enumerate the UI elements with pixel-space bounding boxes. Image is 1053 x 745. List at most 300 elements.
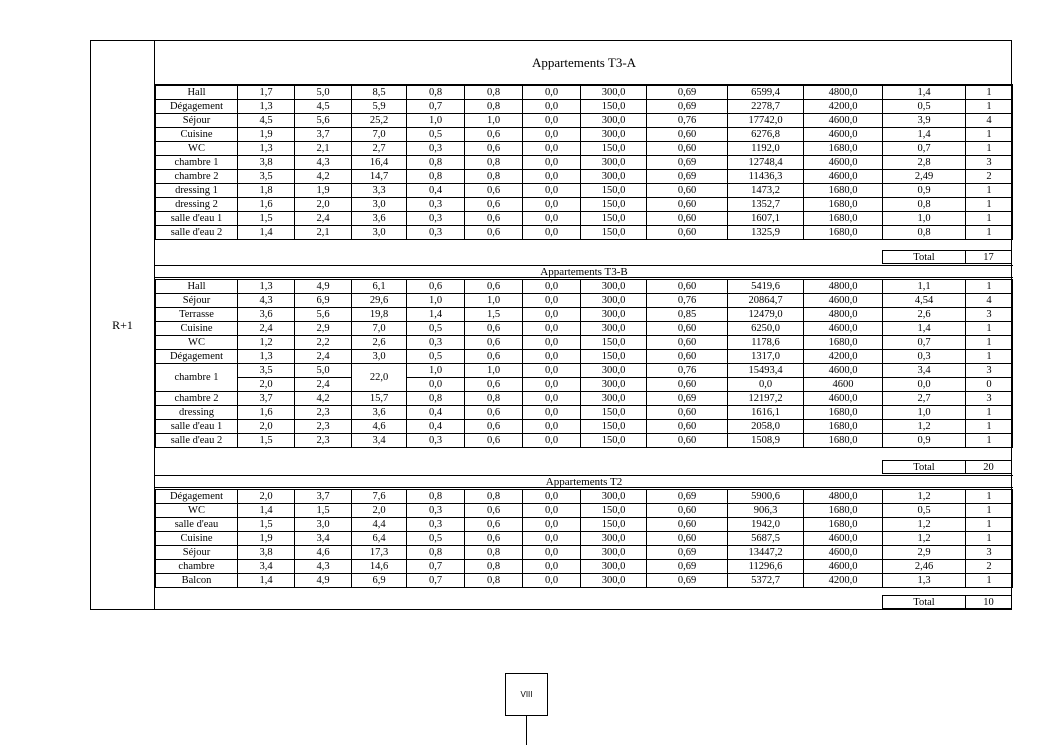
value-cell: 7,6 (352, 490, 407, 504)
value-cell: 150,0 (581, 350, 647, 364)
value-cell: 0,5 (883, 504, 966, 518)
value-cell: 0,0 (523, 212, 581, 226)
value-cell: 1,3 (238, 280, 295, 294)
value-cell: 0,0 (523, 322, 581, 336)
value-cell: 0,0 (523, 490, 581, 504)
value-cell: 4,9 (295, 280, 352, 294)
value-cell: 0,69 (647, 560, 728, 574)
value-cell: 5,6 (295, 308, 352, 322)
room-name-cell: Hall (156, 280, 238, 294)
value-cell: 4600,0 (804, 170, 883, 184)
value-cell: 0,76 (647, 364, 728, 378)
value-cell: 0,0 (523, 378, 581, 392)
value-cell: 5,0 (295, 364, 352, 378)
value-cell: 1 (966, 198, 1013, 212)
room-name-cell: salle d'eau 2 (156, 434, 238, 448)
value-cell: 0 (966, 378, 1013, 392)
value-cell: 3 (966, 392, 1013, 406)
value-cell: 0,0 (523, 86, 581, 100)
value-cell: 0,0 (523, 504, 581, 518)
value-cell: 2,7 (352, 142, 407, 156)
value-cell: 0,5 (407, 322, 465, 336)
value-cell: 0,60 (647, 226, 728, 240)
value-cell: 0,69 (647, 574, 728, 588)
value-cell: 0,0 (523, 294, 581, 308)
total-row (882, 460, 1012, 474)
total-row (882, 250, 1012, 264)
value-cell: 0,60 (647, 504, 728, 518)
value-cell: 0,0 (407, 378, 465, 392)
room-name-cell: salle d'eau 2 (156, 226, 238, 240)
value-cell: 1,2 (883, 490, 966, 504)
table-row (156, 420, 1013, 434)
value-cell: 2,4 (295, 212, 352, 226)
table-row (156, 212, 1013, 226)
value-cell: 300,0 (581, 574, 647, 588)
value-cell: 2,9 (883, 546, 966, 560)
total-value: 20 (965, 460, 1012, 474)
value-cell: 0,8 (407, 170, 465, 184)
value-cell: 906,3 (728, 504, 804, 518)
value-cell: 0,0 (523, 532, 581, 546)
value-cell: 0,0 (523, 308, 581, 322)
value-cell: 1 (966, 322, 1013, 336)
value-cell: 0,8 (883, 226, 966, 240)
value-cell: 4200,0 (804, 100, 883, 114)
value-cell: 0,8 (465, 546, 523, 560)
value-cell: 2,0 (238, 490, 295, 504)
value-cell: 17742,0 (728, 114, 804, 128)
value-cell: 0,60 (647, 518, 728, 532)
value-cell: 1,4 (238, 226, 295, 240)
value-cell: 3,5 (238, 170, 295, 184)
value-cell: 1680,0 (804, 226, 883, 240)
table-row (156, 364, 1013, 378)
value-cell: 0,6 (465, 532, 523, 546)
value-cell: 14,7 (352, 170, 407, 184)
table-row (156, 184, 1013, 198)
value-cell: 1680,0 (804, 142, 883, 156)
value-cell: 0,0 (728, 378, 804, 392)
value-cell: 0,69 (647, 100, 728, 114)
value-cell: 0,6 (465, 504, 523, 518)
value-cell: 7,0 (352, 128, 407, 142)
value-cell: 1 (966, 350, 1013, 364)
value-cell: 3,8 (238, 546, 295, 560)
value-cell: 4,4 (352, 518, 407, 532)
value-cell: 19,8 (352, 308, 407, 322)
value-cell: 3,7 (295, 128, 352, 142)
value-cell: 0,6 (465, 420, 523, 434)
value-cell: 0,3 (407, 142, 465, 156)
value-cell: 6250,0 (728, 322, 804, 336)
value-cell: 11436,3 (728, 170, 804, 184)
value-cell: 0,9 (883, 184, 966, 198)
value-cell: 0,7 (407, 574, 465, 588)
table-row (156, 392, 1013, 406)
value-cell: 4600,0 (804, 364, 883, 378)
value-cell: 300,0 (581, 294, 647, 308)
value-cell: 0,8 (465, 170, 523, 184)
value-cell: 4600,0 (804, 114, 883, 128)
table-row (156, 322, 1013, 336)
value-cell: 2 (966, 560, 1013, 574)
value-cell: 5900,6 (728, 490, 804, 504)
value-cell: 2,4 (295, 378, 352, 392)
value-cell: 1,5 (295, 504, 352, 518)
value-cell: 4,6 (352, 420, 407, 434)
value-cell: 0,8 (465, 86, 523, 100)
value-cell: 4800,0 (804, 490, 883, 504)
value-cell: 4600,0 (804, 294, 883, 308)
value-cell: 0,76 (647, 114, 728, 128)
value-cell: 0,0 (523, 142, 581, 156)
room-name-cell: Cuisine (156, 322, 238, 336)
value-cell: 150,0 (581, 406, 647, 420)
value-cell: 4 (966, 294, 1013, 308)
value-cell: 0,6 (465, 280, 523, 294)
value-cell: 0,60 (647, 198, 728, 212)
value-cell: 1,8 (238, 184, 295, 198)
value-cell: 1,9 (238, 532, 295, 546)
value-cell: 0,0 (523, 336, 581, 350)
value-cell: 1680,0 (804, 336, 883, 350)
value-cell: 300,0 (581, 560, 647, 574)
total-row (882, 595, 1012, 609)
value-cell: 3,6 (352, 406, 407, 420)
value-cell: 1,5 (238, 212, 295, 226)
table-row (156, 114, 1013, 128)
value-cell: 1680,0 (804, 504, 883, 518)
value-cell: 0,8 (465, 156, 523, 170)
room-name-cell: Balcon (156, 574, 238, 588)
value-cell: 0,6 (465, 212, 523, 226)
value-cell: 0,7 (883, 336, 966, 350)
value-cell: 0,8 (465, 574, 523, 588)
value-cell: 1,3 (238, 350, 295, 364)
value-cell: 1,3 (883, 574, 966, 588)
room-name-cell: WC (156, 142, 238, 156)
value-cell: 0,5 (407, 350, 465, 364)
value-cell: 4200,0 (804, 350, 883, 364)
value-cell: 0,6 (465, 128, 523, 142)
room-name-cell: dressing 1 (156, 184, 238, 198)
value-cell: 3,3 (352, 184, 407, 198)
room-name-cell: salle d'eau (156, 518, 238, 532)
value-cell: 0,6 (465, 184, 523, 198)
value-cell: 6276,8 (728, 128, 804, 142)
value-cell: 0,60 (647, 128, 728, 142)
value-cell: 4,5 (295, 100, 352, 114)
value-cell: 1,4 (883, 86, 966, 100)
value-cell: 300,0 (581, 392, 647, 406)
value-cell: 6,9 (352, 574, 407, 588)
value-cell: 2,0 (295, 198, 352, 212)
value-cell: 0,69 (647, 86, 728, 100)
value-cell: 6,1 (352, 280, 407, 294)
value-cell: 0,0 (523, 114, 581, 128)
value-cell: 0,60 (647, 406, 728, 420)
value-cell: 1,2 (238, 336, 295, 350)
table-row (156, 336, 1013, 350)
value-cell: 3,4 (238, 560, 295, 574)
value-cell: 2,46 (883, 560, 966, 574)
value-cell: 5687,5 (728, 532, 804, 546)
value-cell: 0,7 (407, 100, 465, 114)
table-row (156, 128, 1013, 142)
value-cell: 0,60 (647, 532, 728, 546)
value-cell: 1178,6 (728, 336, 804, 350)
value-cell: 0,0 (523, 434, 581, 448)
value-cell: 0,0 (523, 226, 581, 240)
value-cell: 4,6 (295, 546, 352, 560)
value-cell: 0,8 (407, 156, 465, 170)
value-cell: 0,0 (523, 560, 581, 574)
value-cell: 3,0 (352, 198, 407, 212)
value-cell: 3,9 (883, 114, 966, 128)
value-cell: 1 (966, 128, 1013, 142)
value-cell: 1,1 (883, 280, 966, 294)
value-cell: 0,60 (647, 280, 728, 294)
value-cell: 8,5 (352, 86, 407, 100)
value-cell: 5,9 (352, 100, 407, 114)
table-row (156, 100, 1013, 114)
value-cell: 4600,0 (804, 322, 883, 336)
value-cell: 1942,0 (728, 518, 804, 532)
value-cell: 1680,0 (804, 184, 883, 198)
room-name-cell: Dégagement (156, 350, 238, 364)
room-name-cell: Séjour (156, 114, 238, 128)
value-cell: 1 (966, 420, 1013, 434)
table-row (156, 156, 1013, 170)
value-cell: 0,0 (523, 170, 581, 184)
section-title-t3a: Appartements T3-A (155, 41, 1013, 85)
value-cell: 1,3 (238, 142, 295, 156)
value-cell: 2,3 (295, 420, 352, 434)
value-cell: 2278,7 (728, 100, 804, 114)
total-value: 10 (965, 595, 1012, 609)
value-cell: 1 (966, 574, 1013, 588)
value-cell: 300,0 (581, 114, 647, 128)
value-cell: 150,0 (581, 420, 647, 434)
value-cell: 0,60 (647, 378, 728, 392)
value-cell: 0,6 (465, 322, 523, 336)
value-cell: 0,5 (883, 100, 966, 114)
value-cell: 4,3 (238, 294, 295, 308)
value-cell: 1 (966, 100, 1013, 114)
value-cell: 0,8 (465, 100, 523, 114)
value-cell: 2,3 (295, 434, 352, 448)
room-name-cell: WC (156, 336, 238, 350)
value-cell: 0,6 (465, 378, 523, 392)
value-cell: 6599,4 (728, 86, 804, 100)
table-row (156, 518, 1013, 532)
value-cell: 0,0 (523, 198, 581, 212)
value-cell: 0,0 (523, 364, 581, 378)
value-cell: 300,0 (581, 490, 647, 504)
value-cell: 1,0 (407, 114, 465, 128)
value-cell: 4600,0 (804, 128, 883, 142)
room-table (155, 85, 1013, 240)
total-value: 17 (965, 250, 1012, 264)
value-cell: 1 (966, 280, 1013, 294)
value-cell: 1,0 (407, 294, 465, 308)
room-name-cell: Séjour (156, 294, 238, 308)
room-name-cell: chambre 1 (156, 364, 238, 392)
table-row (156, 350, 1013, 364)
value-cell: 300,0 (581, 128, 647, 142)
value-cell: 0,8 (465, 560, 523, 574)
value-cell: 3,4 (295, 532, 352, 546)
value-cell: 0,8 (465, 490, 523, 504)
value-cell: 0,3 (407, 504, 465, 518)
value-cell: 300,0 (581, 364, 647, 378)
value-cell: 4,54 (883, 294, 966, 308)
value-cell: 0,8 (407, 86, 465, 100)
value-cell: 4,3 (295, 156, 352, 170)
value-cell: 1,0 (883, 212, 966, 226)
value-cell: 1 (966, 532, 1013, 546)
value-cell: 2,4 (295, 350, 352, 364)
room-name-cell: WC (156, 504, 238, 518)
value-cell: 150,0 (581, 142, 647, 156)
value-cell: 0,0 (523, 184, 581, 198)
value-cell: 4600,0 (804, 532, 883, 546)
value-cell: 0,8 (407, 392, 465, 406)
level-label: R+1 (91, 41, 155, 609)
value-cell: 0,3 (407, 434, 465, 448)
value-cell: 2,9 (295, 322, 352, 336)
value-cell: 0,4 (407, 406, 465, 420)
value-cell: 1,3 (238, 100, 295, 114)
value-cell: 2,6 (883, 308, 966, 322)
room-name-cell: salle d'eau 1 (156, 212, 238, 226)
value-cell: 1,5 (465, 308, 523, 322)
value-cell: 0,69 (647, 392, 728, 406)
value-cell: 300,0 (581, 170, 647, 184)
value-cell: 0,60 (647, 434, 728, 448)
value-cell: 1,0 (465, 364, 523, 378)
room-name-cell: Hall (156, 86, 238, 100)
value-cell: 3,7 (238, 392, 295, 406)
value-cell: 0,0 (883, 378, 966, 392)
value-cell: 14,6 (352, 560, 407, 574)
value-cell: 4800,0 (804, 308, 883, 322)
value-cell: 0,6 (407, 280, 465, 294)
value-cell: 0,6 (465, 336, 523, 350)
value-cell: 3,0 (352, 350, 407, 364)
value-cell: 1680,0 (804, 406, 883, 420)
value-cell: 4600,0 (804, 560, 883, 574)
value-cell: 1508,9 (728, 434, 804, 448)
value-cell: 20864,7 (728, 294, 804, 308)
value-cell: 300,0 (581, 156, 647, 170)
value-cell: 0,7 (883, 142, 966, 156)
value-cell: 0,3 (407, 226, 465, 240)
table-row (156, 294, 1013, 308)
value-cell: 4,3 (295, 560, 352, 574)
value-cell: 2,4 (238, 322, 295, 336)
value-cell: 0,60 (647, 350, 728, 364)
value-cell: 1,4 (407, 308, 465, 322)
value-cell: 7,0 (352, 322, 407, 336)
value-cell: 11296,6 (728, 560, 804, 574)
value-cell: 1,4 (883, 322, 966, 336)
table-row (156, 170, 1013, 184)
value-cell: 5,0 (295, 86, 352, 100)
value-cell: 1,7 (238, 86, 295, 100)
value-cell: 0,69 (647, 170, 728, 184)
value-cell: 0,60 (647, 322, 728, 336)
table-row (156, 504, 1013, 518)
value-cell: 300,0 (581, 322, 647, 336)
value-cell: 1,9 (295, 184, 352, 198)
table-row (156, 226, 1013, 240)
value-cell: 300,0 (581, 532, 647, 546)
section-title-t3b: Appartements T3-B (155, 265, 1013, 278)
value-cell: 2,2 (295, 336, 352, 350)
value-cell: 150,0 (581, 226, 647, 240)
value-cell: 150,0 (581, 336, 647, 350)
value-cell: 15,7 (352, 392, 407, 406)
value-cell: 0,3 (407, 198, 465, 212)
value-cell: 0,3 (407, 336, 465, 350)
value-cell: 0,0 (523, 128, 581, 142)
value-cell: 1 (966, 336, 1013, 350)
value-cell: 1680,0 (804, 518, 883, 532)
value-cell: 12748,4 (728, 156, 804, 170)
value-cell: 4,5 (238, 114, 295, 128)
value-cell: 0,8 (407, 490, 465, 504)
value-cell: 3,7 (295, 490, 352, 504)
value-cell: 3 (966, 546, 1013, 560)
value-cell: 2058,0 (728, 420, 804, 434)
value-cell: 0,4 (407, 184, 465, 198)
value-cell: 2,8 (883, 156, 966, 170)
table-row (156, 142, 1013, 156)
room-name-cell: chambre 2 (156, 170, 238, 184)
value-cell: 1,0 (465, 294, 523, 308)
value-cell: 2,6 (352, 336, 407, 350)
value-cell: 1680,0 (804, 434, 883, 448)
page-number: VIII (505, 673, 548, 716)
value-cell: 0,69 (647, 546, 728, 560)
room-name-cell: Dégagement (156, 490, 238, 504)
value-cell: 0,60 (647, 420, 728, 434)
room-name-cell: dressing (156, 406, 238, 420)
table-row (156, 378, 1013, 392)
value-cell: 0,0 (523, 546, 581, 560)
value-cell: 1 (966, 184, 1013, 198)
value-cell: 2 (966, 170, 1013, 184)
room-name-cell: chambre 2 (156, 392, 238, 406)
value-cell: 0,0 (523, 406, 581, 420)
room-name-cell: Cuisine (156, 128, 238, 142)
value-cell: 0,8 (465, 392, 523, 406)
value-cell: 300,0 (581, 308, 647, 322)
value-cell: 150,0 (581, 100, 647, 114)
value-cell: 3,0 (352, 226, 407, 240)
value-cell: 3,6 (238, 308, 295, 322)
value-cell: 1 (966, 490, 1013, 504)
value-cell: 0,8 (407, 546, 465, 560)
value-cell: 1352,7 (728, 198, 804, 212)
value-cell: 0,60 (647, 142, 728, 156)
room-name-cell: Cuisine (156, 532, 238, 546)
value-cell: 4200,0 (804, 574, 883, 588)
value-cell: 1 (966, 142, 1013, 156)
table-row (156, 546, 1013, 560)
